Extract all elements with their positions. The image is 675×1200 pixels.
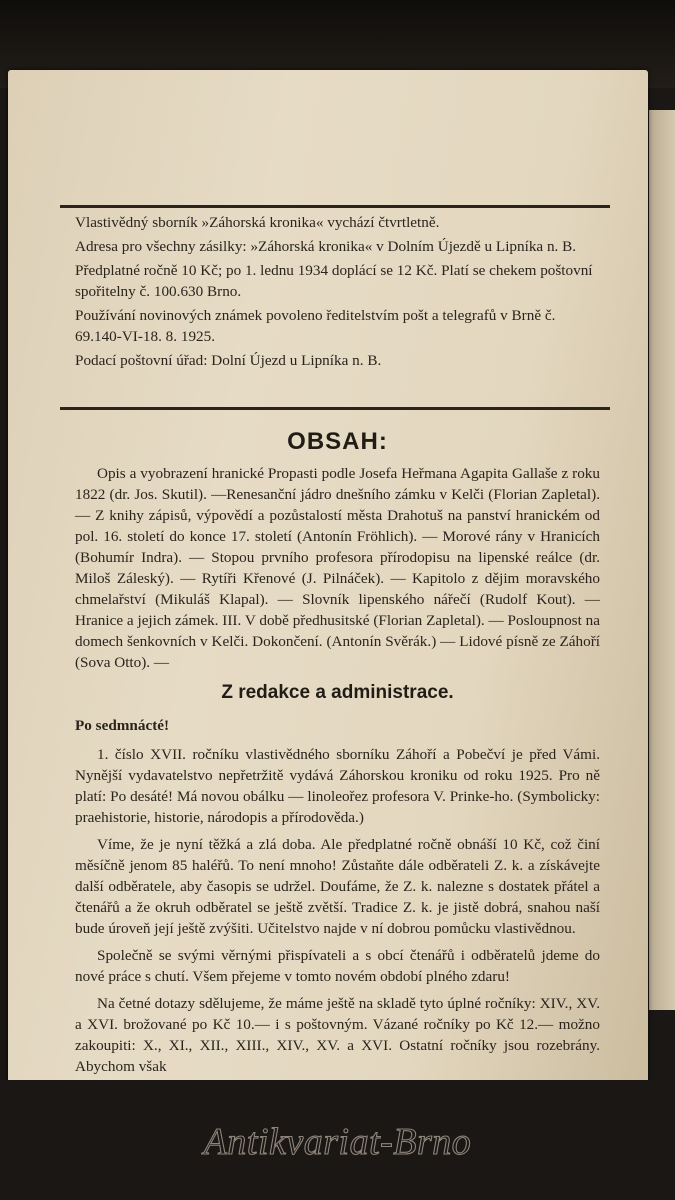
section-rule — [60, 407, 610, 410]
imprint-line: Vlastivědný sborník »Záhorská kronika« vychází čtvrtletně. — [75, 214, 440, 231]
contents-block — [75, 463, 600, 673]
imprint-line: Podací poštovní úřad: Dolní Újezd u Lipníka n. B. — [75, 352, 382, 369]
redakce-paragraph: Společně se svými věrnými přispívateli a s obcí čtenářů i odběratelů jdeme do nové práce s chutí. Všem přejeme v tomto novém období plného zdaru! — [75, 947, 600, 985]
redakce-subtitle: Po sedmnácté! — [75, 717, 170, 734]
imprint-line: Předplatné ročně 10 Kč; po 1. lednu 1934 doplácí se 12 Kč. Platí se chekem poštovní spořitelny č. 100.630 Brno. — [75, 262, 593, 300]
redakce-title: Z redakce a administrace. — [221, 682, 454, 703]
redakce-body — [75, 715, 600, 1077]
imprint-line: Adresa pro všechny zásilky: »Záhorská kronika« v Dolním Újezdě u Lipníka n. B. — [75, 238, 577, 255]
imprint-block — [75, 212, 600, 374]
redakce-paragraph: Víme, že je nyní těžká a zlá doba. Ale předplatné ročně obnáší 10 Kč, což činí měsíčně jenom 85 haléřů. To není mnoho! Zůstaňte dále odběrateli Z. k. a získávejte další odběratele, aby časopis se udržel. Doufáme, že Z. k. nalezne s dostatek přátel a čtenářů a že okruh odběratel se ještě zvětší. Tradice Z. k. je jistě dobrá, snahou naší bude úroveň její ještě zvýšiti. Učitelstvo najde v ní dobrou pomůcku vlastivědnou. — [75, 836, 600, 937]
contents-title: OBSAH: — [287, 428, 388, 455]
contents-text: Opis a vyobrazení hranické Propasti podle Josefa Heřmana Agapita Gallaše z roku 1822 (dr. Jos. Skutil). —Renesanční jádro dnešního zámku v Kelči (Florian Zapletal). — Z knihy zápisů, výpovědí a pozůstalostí města Drahotuš na panství hranickém od pol. 16. století do konce 17. století (Antonín Fröhlich). — Morové rány v Hranicích (Bohumír Indra). — Stopou prvního profesora přírodopisu na lipenské reálce (dr. Miloš Záleský). — Rytíři Křenové (J. Pilnáček). — Kapitolo z dějim moravského chmelařství (Mikuláš Klapal). — Slovník lipenského nářečí (Rudolf Kout). — Hranice a jejich zámek. III. V době předhusitské (Florian Zapletal). — Posloupnost na domech šenkovních v Kelči. Dokončení. (Antonín Svěrák.) — Lidové písně ze Záhoří (Sova Otto). — — [75, 465, 600, 671]
next-page-edge — [649, 110, 675, 1010]
imprint-line: Používání novinových známek povoleno ředitelstvím pošt a telegrafů v Brně č. 69.140-VI-18. 8. 1925. — [75, 307, 556, 345]
watermark: Antikvariat-Brno — [203, 1121, 472, 1163]
top-rule — [60, 205, 610, 208]
redakce-paragraph: Na četné dotazy sdělujeme, že máme ještě na skladě tyto úplné ročníky: XIV., XV. a XVI. brožované po Kč 10.— i s poštovným. Vázané ročníky po Kč 12.— možno zakoupiti: X., XI., XII., XIII., XIV., XV. a XVI. Ostatní ročníky jsou rozebrány. Abychom však — [75, 995, 600, 1075]
redakce-paragraph: 1. číslo XVII. ročníku vlastivědného sborníku Záhoří a Pobečví je před Vámi. Nynější vydavatelstvo nepřetržitě vydává Záhorskou kroniku od roku 1925. Pro ně platí: Po desáté! Má novou obálku — linoleořez profesora V. Prinke-ho. (Symbolicky: praehistorie, historie, národopis a přírodověda.) — [75, 746, 600, 826]
